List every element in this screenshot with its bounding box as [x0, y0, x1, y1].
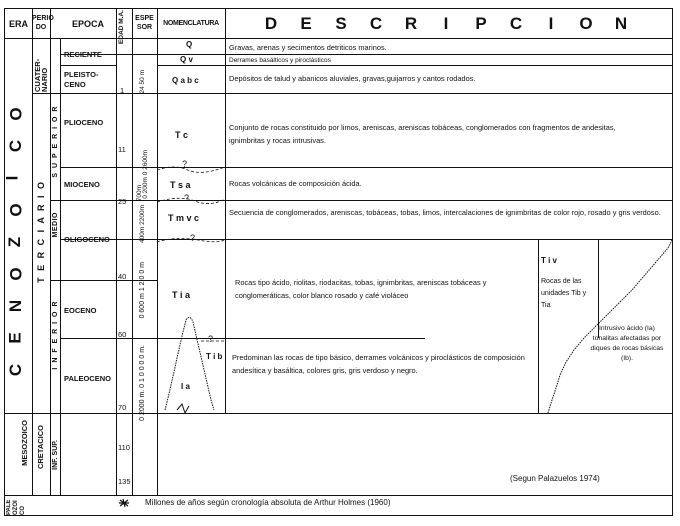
desc-intrusivo: Intrusivo ácido (Ia) tonalitas afectadas por diques de rocas básicas (Ib).: [590, 325, 664, 362]
epoch-paleoceno: PALEOCENO: [64, 374, 111, 383]
desc-letter: N: [614, 14, 628, 33]
thickness-pleisto: 24 50 m: [139, 70, 146, 94]
era-letter: O: [6, 107, 26, 121]
desc-letter: E: [300, 14, 312, 33]
subdiv-inf-sup: INF. SUP.: [52, 440, 59, 470]
unit-qabc: Q a b c: [172, 76, 199, 85]
desc-letter: R: [404, 14, 418, 33]
epoch-oligoceno: OLIGOCENO: [64, 235, 110, 244]
desc-tmvc: Secuencia de conglomerados, areniscas, tobáceas, tobas, limos, intercalaciones de ignimbritas de color rojo, rosado y gris verdoso.: [229, 208, 661, 217]
contact-tc-tsa: [157, 167, 225, 172]
unit-tsa: T s a: [170, 180, 191, 190]
thickness-mio: 700m: [136, 185, 143, 202]
desc-tsa: Rocas volcánicas de composición ácida.: [229, 179, 362, 188]
subdiv-superior: S U P E R I O R: [52, 105, 59, 178]
desc-tiv: Rocas de las unidades Tib y Tia: [541, 278, 587, 309]
question-mark: ?: [184, 193, 190, 203]
header-periodo: PERIO DO: [32, 15, 54, 31]
contact-tsa-tmvc: [157, 198, 225, 203]
intrusive-body: [165, 317, 214, 410]
desc-letter: C: [509, 14, 523, 33]
era-letter: E: [5, 332, 25, 344]
epoch-plioceno: PLIOCENO: [64, 118, 104, 127]
age-value: 135: [118, 477, 131, 486]
source-citation: (Segun Palazuelos 1974): [510, 474, 600, 483]
desc-qv: Derrames basálticos y piroclásticos: [229, 57, 331, 64]
contact-tmvc-tia: [157, 238, 225, 242]
unit-tmvc: T m v c: [168, 213, 200, 223]
fault-line: [177, 404, 189, 413]
desc-q: Gravas, arenas y secimentos detriticos marinos.: [229, 43, 387, 52]
desc-letter: C: [369, 14, 383, 33]
desc-letter: D: [264, 14, 278, 33]
unit-tia: T i a: [172, 290, 191, 300]
header-era: ERA: [8, 19, 28, 29]
desc-tc: Conjunto de rocas constituido por limos, areniscas, areniscas tobáceas, conglomerados con fragmentos de andesitas, ignimbritas y rocas intrusivas.: [229, 123, 616, 145]
epoch-mioceno: MIOCENO: [64, 180, 100, 189]
age-value: 1: [120, 86, 125, 95]
thickness-oligo: 400m 2200m: [139, 205, 146, 243]
unit-tc: T c: [175, 130, 189, 140]
desc-qabc: Depósitos de talud y abanicos aluviales, gravas,guijarros y cantos rodados.: [229, 74, 476, 83]
header-edad-label: EDAD M.A.: [118, 10, 125, 44]
era-letter: O: [6, 267, 26, 281]
desc-letter: I: [443, 14, 449, 33]
header-espesor: ESPE SOR: [135, 15, 154, 31]
desc-letter: O: [579, 14, 593, 33]
unit-tib: T i b: [206, 352, 223, 361]
desc-tia: Rocas tipo ácido, riolitas, riodacitas, tobas, ignimbritas, areniscas tobáceas y conglomeráticas, color blanco rosado y café violáceo: [235, 278, 487, 300]
era-letter: C: [6, 363, 26, 377]
thickness-paleoceno: 0 2000 m. 0 1 0 0 0 0 m.: [139, 345, 146, 421]
desc-tib: Predominan las rocas de tipo básico, derrames volcánicos y piroclásticos de composición andesítica y basáltica, colores gris, gris verdoso y negro.: [232, 353, 525, 375]
desc-letter: I: [548, 14, 554, 33]
age-value: 25: [118, 197, 127, 206]
epoch-reciente: RECIENTE: [64, 50, 102, 59]
footnote: Millones de años según cronología absoluta de Arthur Holmes (1960): [145, 498, 391, 507]
era-letter: I: [2, 175, 22, 181]
thickness-plio-mio: 0 200m 0 2600m: [142, 150, 149, 199]
subdiv-medio: MEDIO: [52, 212, 59, 238]
subdiv-inferior: I N F E R I O R: [52, 300, 59, 370]
question-mark: ?: [190, 233, 196, 243]
unit-tiv: T i v: [541, 256, 558, 265]
unit-q: Q: [186, 40, 193, 49]
age-value: 60: [118, 330, 127, 339]
desc-letter: P: [475, 14, 487, 33]
era-letter: O: [6, 203, 26, 217]
unit-qv: Q v: [180, 55, 193, 64]
period-cretacico: CRETACICO: [36, 425, 45, 470]
era-letter: C: [6, 139, 26, 153]
header-epoca: EPOCA: [71, 19, 104, 29]
epoch-pleistoceno: PLEISTO- CENO: [64, 70, 99, 89]
question-mark: ?: [182, 159, 188, 169]
desc-letter: S: [335, 14, 347, 33]
epoch-eoceno: EOCENO: [64, 306, 97, 315]
era-paleozoico: PALE OZOI CO: [6, 499, 26, 515]
thickness-eoceno: 0 600 m 1 2 0 0 m: [139, 262, 146, 319]
unit-ia: I a: [181, 382, 190, 391]
period-terciario: T E R C I A R I O: [36, 180, 46, 283]
era-mesozoico: MESOZOICO: [20, 420, 29, 466]
era-letter: Z: [5, 236, 25, 248]
age-value: 40: [118, 272, 127, 281]
age-value: 70: [118, 403, 127, 412]
era-letter: N: [6, 299, 26, 313]
period-cuaternario: CUATER- NARIO: [33, 58, 49, 92]
star-icon: [119, 499, 129, 507]
age-value: 11: [118, 145, 126, 154]
age-value: 110: [118, 443, 130, 452]
question-mark: ?: [208, 334, 214, 344]
header-nomenclatura: NOMENCLATURA: [163, 20, 219, 27]
